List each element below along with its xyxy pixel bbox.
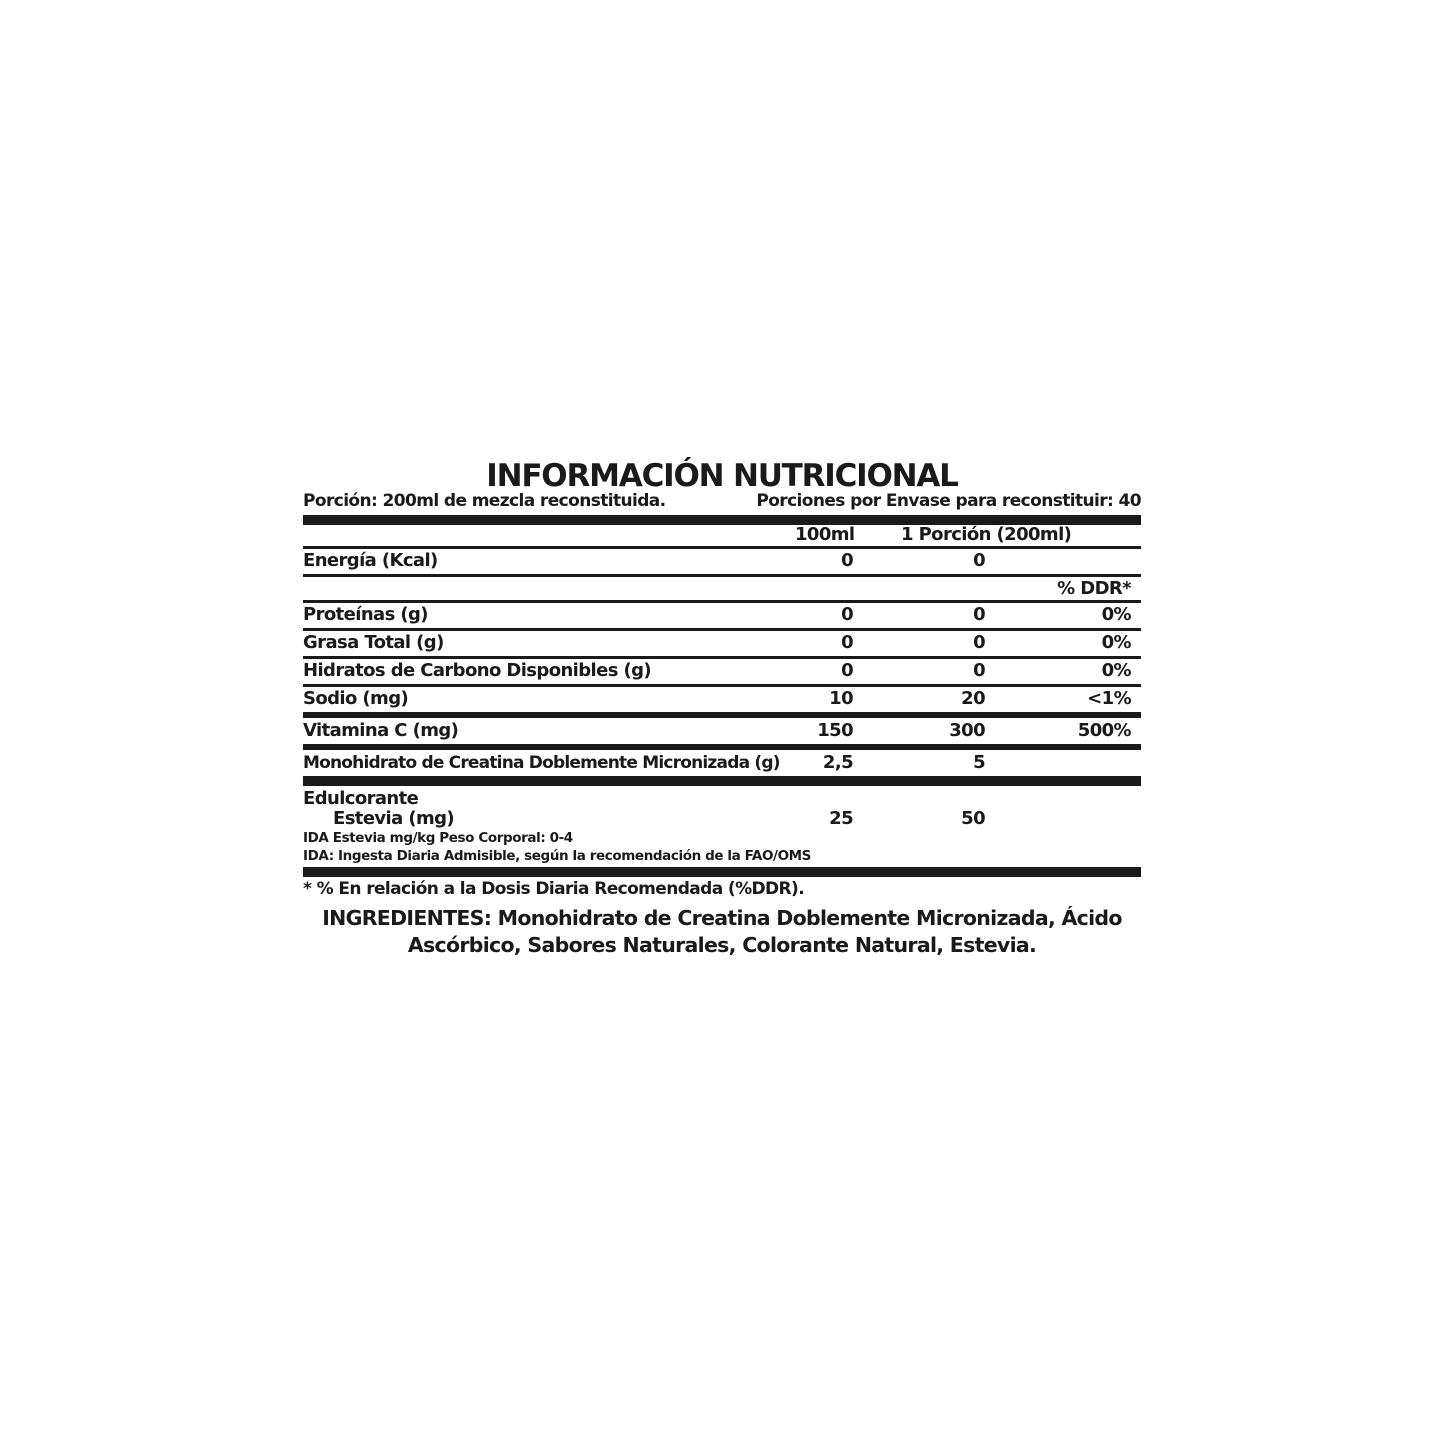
divider-thick (303, 776, 1141, 786)
row-creatine-portion: 5 (973, 752, 985, 773)
column-header-ddr: % DDR* (1057, 578, 1131, 599)
row-energy-100ml: 0 (841, 550, 853, 571)
row-sodium-ddr: <1% (1087, 688, 1131, 709)
sweetener-heading: Edulcorante (303, 788, 419, 809)
row-sodium-portion: 20 (961, 688, 985, 709)
sweetener-name: Estevia (mg) (333, 808, 455, 829)
row-creatine-name: Monohidrato de Creatina Doblemente Micronizada (g) (303, 753, 780, 773)
row-vitamin-c-name: Vitamina C (mg) (303, 720, 459, 741)
row-sodium-100ml: 10 (829, 688, 853, 709)
row-carbs-portion: 0 (973, 660, 985, 681)
column-header-100ml: 100ml (795, 524, 855, 545)
row-energy-name: Energía (Kcal) (303, 550, 438, 571)
portion-size: Porción: 200ml de mezcla reconstituida. (303, 491, 666, 511)
row-protein-100ml: 0 (841, 604, 853, 625)
divider-medium (303, 744, 1141, 750)
portions-per-pack: Porciones por Envase para reconstituir: 40 (756, 491, 1141, 511)
divider (303, 574, 1141, 577)
row-protein-portion: 0 (973, 604, 985, 625)
row-carbs-name: Hidratos de Carbono Disponibles (g) (303, 660, 652, 681)
row-vitamin-c-100ml: 150 (817, 720, 853, 741)
divider-medium (303, 712, 1141, 718)
column-header-portion: 1 Porción (200ml) (901, 524, 1072, 545)
label-title: INFORMACIÓN NUTRICIONAL (486, 458, 958, 494)
row-energy-portion: 0 (973, 550, 985, 571)
row-fat-name: Grasa Total (g) (303, 632, 444, 653)
divider (303, 684, 1141, 687)
row-vitamin-c-portion: 300 (949, 720, 985, 741)
row-carbs-100ml: 0 (841, 660, 853, 681)
sweetener-100ml: 25 (829, 808, 853, 829)
row-sodium-name: Sodio (mg) (303, 688, 409, 709)
row-protein-name: Proteínas (g) (303, 604, 428, 625)
divider (303, 546, 1141, 549)
divider (303, 600, 1141, 603)
sweetener-portion: 50 (961, 808, 985, 829)
sweetener-note-ida: IDA Estevia mg/kg Peso Corporal: 0-4 (303, 830, 573, 846)
divider (303, 656, 1141, 659)
row-fat-portion: 0 (973, 632, 985, 653)
row-creatine-100ml: 2,5 (822, 752, 853, 773)
divider (303, 628, 1141, 631)
sweetener-note-definition: IDA: Ingesta Diaria Admisible, según la recomendación de la FAO/OMS (303, 848, 812, 864)
ingredients-text: INGREDIENTES: Monohidrato de Creatina Doblemente Micronizada, Ácido Ascórbico, Sabores Naturales, Colorante Natural, Estevia. (322, 906, 1122, 957)
divider-thick (303, 867, 1141, 877)
row-vitamin-c-ddr: 500% (1077, 720, 1131, 741)
ddr-footnote: * % En relación a la Dosis Diaria Recomendada (%DDR). (303, 879, 805, 899)
row-carbs-ddr: 0% (1101, 660, 1131, 681)
row-fat-ddr: 0% (1101, 632, 1131, 653)
row-protein-ddr: 0% (1101, 604, 1131, 625)
row-fat-100ml: 0 (841, 632, 853, 653)
